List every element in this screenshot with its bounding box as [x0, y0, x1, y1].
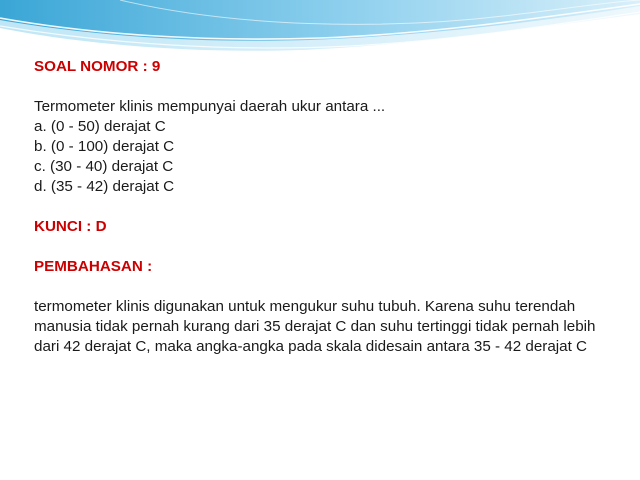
- answer-key: KUNCI : D: [34, 218, 107, 235]
- option-b: b. (0 - 100) derajat C: [34, 138, 175, 155]
- slide-content: [34, 57, 614, 357]
- option-a: a. (0 - 50) derajat C: [34, 118, 166, 135]
- question-text: Termometer klinis mempunyai daerah ukur antara ...: [34, 98, 386, 115]
- discussion-text: termometer klinis digunakan untuk mengukur suhu tubuh. Karena suhu terendah manusia tidak pernah kurang dari 35 derajat C dan suhu tertinggi tidak pernah lebih dari 42 derajat C, maka angka-angka pada skala didesain antara 35 - 42 derajat C: [34, 298, 596, 355]
- question-heading: SOAL NOMOR : 9: [34, 58, 161, 75]
- option-d: d. (35 - 42) derajat C: [34, 178, 175, 195]
- option-c: c. (30 - 40) derajat C: [34, 158, 174, 175]
- discussion-heading: PEMBAHASAN :: [34, 258, 153, 275]
